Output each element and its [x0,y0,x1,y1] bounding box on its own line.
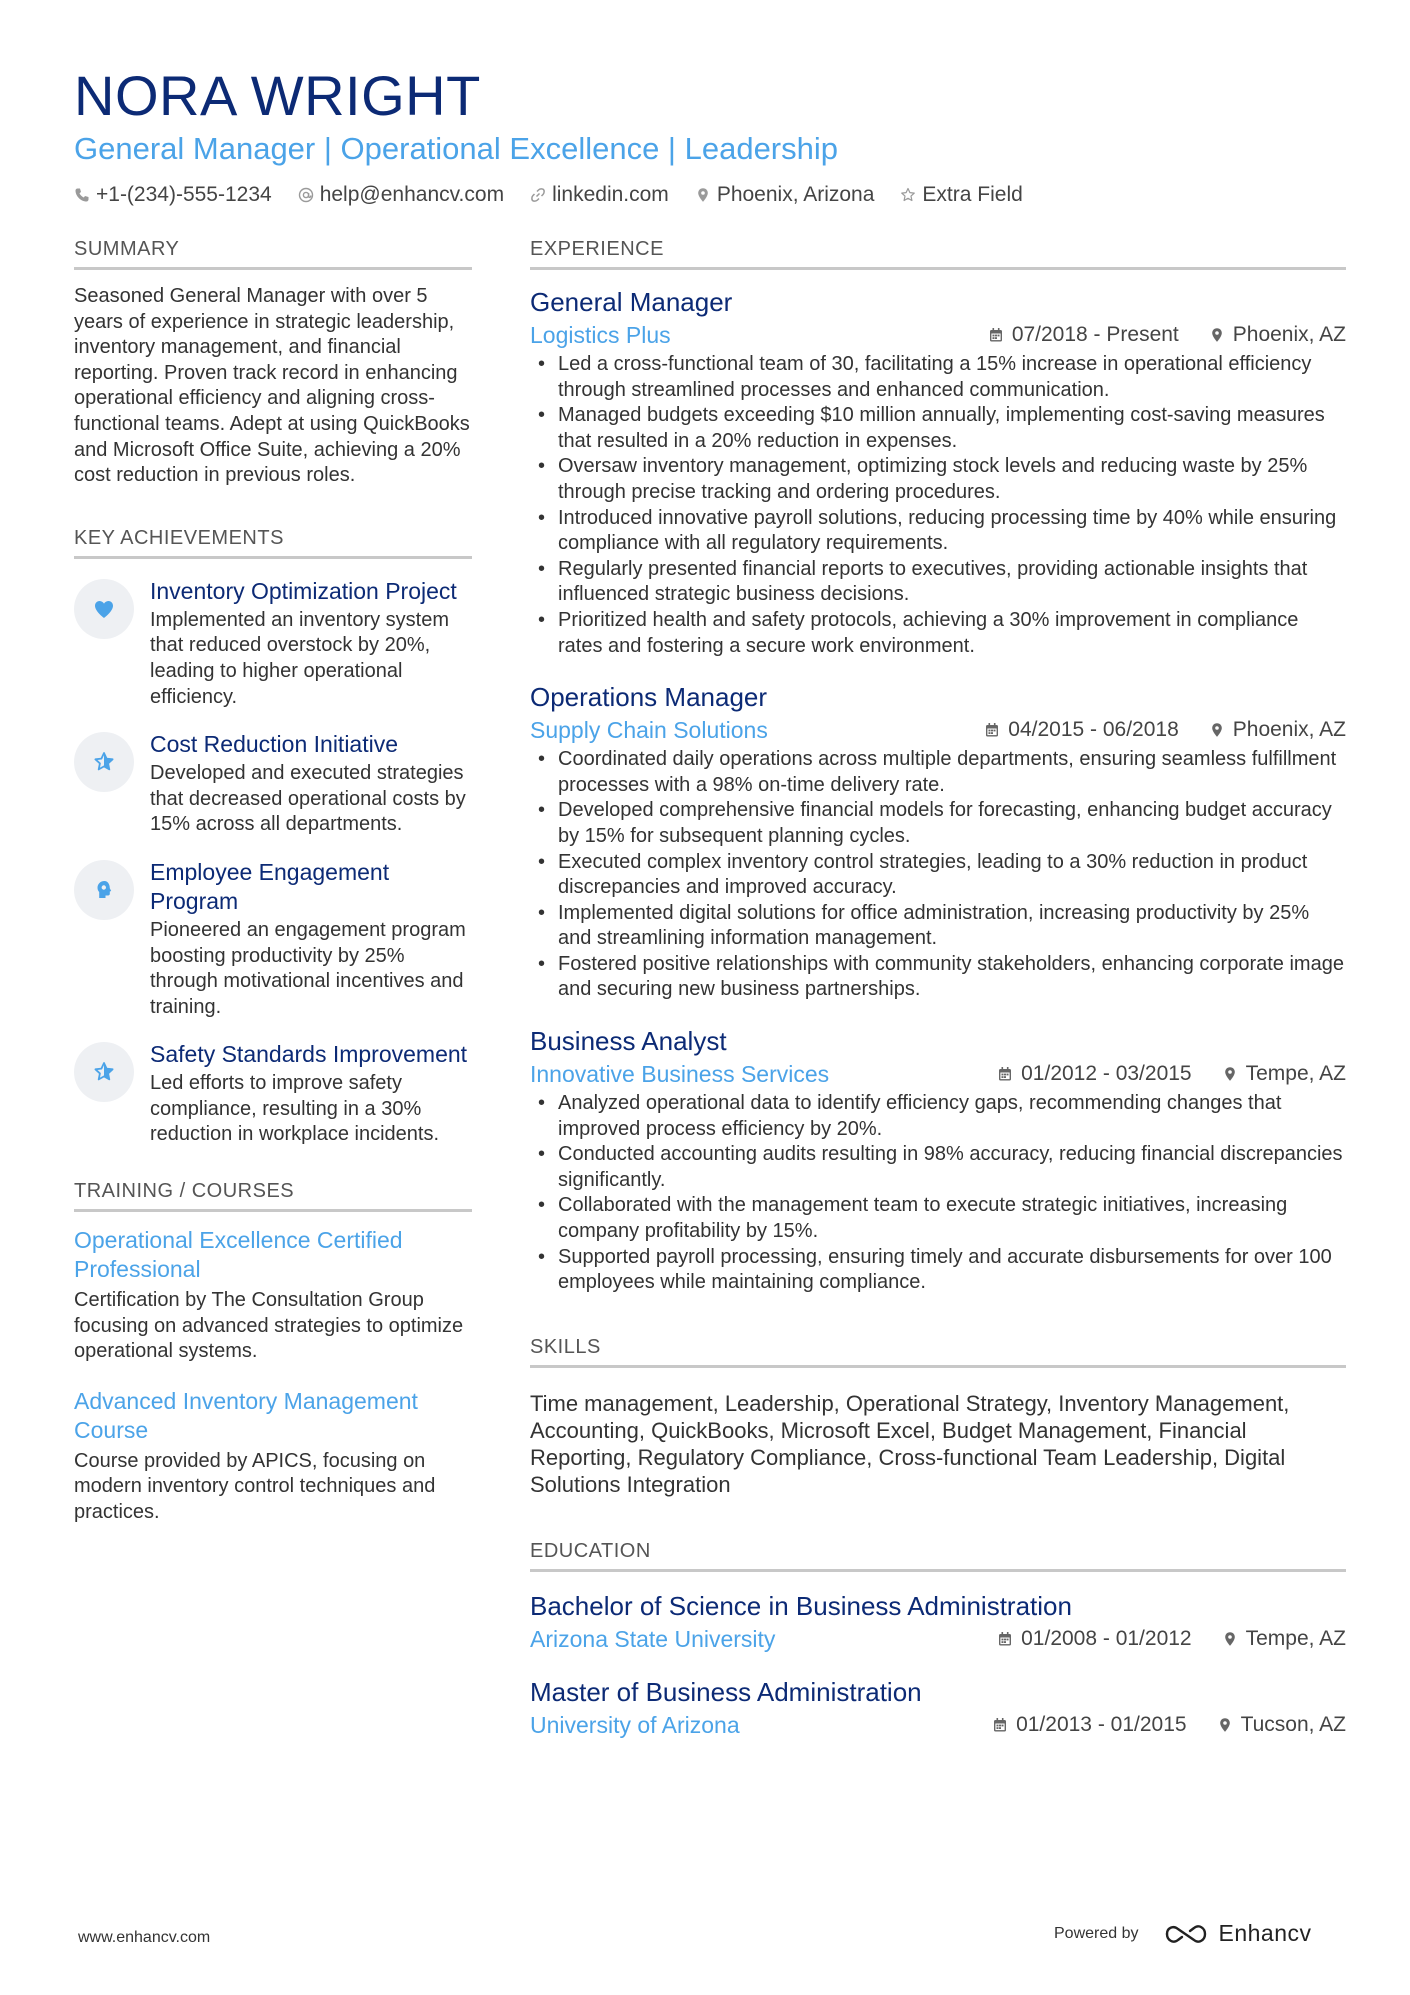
job-dates-text: 07/2018 - Present [1011,323,1179,346]
experience-heading: EXPERIENCE [530,238,1346,270]
candidate-headline: General Manager | Operational Excellence | Leadership [74,131,838,166]
link-icon [530,187,546,203]
contact-extra [900,182,1022,208]
achievements-section [74,527,472,1148]
job-bullet: • Regularly presented financial reports to executives, providing actionable insights that influenced strategic business decisions. [530,557,1346,608]
job-bullet: • Led a cross-functional team of 30, facilitating a 15% increase in operational efficiency through streamlined processes and enhanced communication. [530,352,1346,403]
job-bullet: • Implemented digital solutions for office administration, increasing productivity by 25% and streamlining information management. [530,901,1346,952]
job-title: Operations Manager [530,682,768,713]
achievement-title: Inventory Optimization Project [150,577,457,604]
education-meta [530,1624,1346,1654]
course-desc: Certification by The Consultation Group focusing on advanced strategies to optimize operational systems. [74,1289,464,1363]
job-entry [530,681,1346,1003]
education-meta-right [997,1624,1346,1654]
contact-email[interactable] [298,182,504,208]
job-title: Business Analyst [530,1026,727,1057]
job-location [1209,320,1346,350]
calendar-icon [997,1631,1013,1647]
job-bullet: • Analyzed operational data to identify efficiency gaps, recommending changes that improved process efficiency by 20%. [530,1091,1346,1142]
job-location-text: Tempe, AZ [1245,1062,1346,1086]
footer-powered-by [1054,1920,1312,1947]
education-location-text: Tempe, AZ [1245,1626,1346,1650]
education-section [530,1540,1346,1740]
job-bullet: • Managed budgets exceeding $10 million annually, implementing cost-saving measures that resulted in a 20% reduction in expenses. [530,403,1346,454]
education-entry [530,1590,1346,1654]
job-bullet: • Fostered positive relationships with community stakeholders, enhancing corporate image and securing new business partnerships. [530,952,1346,1003]
education-location [1217,1710,1346,1740]
education-location-text: Tucson, AZ [1240,1712,1346,1736]
achievement-item [74,1040,472,1148]
head-icon [92,878,116,902]
star-outline-icon [900,187,916,203]
achievement-title: Cost Reduction Initiative [150,731,399,758]
training-heading: TRAINING / COURSES [74,1180,472,1212]
map-pin-icon [695,187,711,203]
skills-text: Time management, Leadership, Operational Strategy, Inventory Management, Accounting, QuickBooks, Microsoft Excel, Budget Management, Financial Reporting, Regulatory Compliance, Cross-functional Team Leadership, Digital Solutions Integration [530,1390,1290,1497]
job-meta-right [984,715,1346,745]
job-bullet: • Developed comprehensive financial models for forecasting, enhancing budget accuracy by 15% for subsequent planning cycles. [530,798,1346,849]
powered-by-text: Powered by [1054,1924,1139,1942]
job-entry [530,286,1346,659]
achievements-heading: KEY ACHIEVEMENTS [74,527,472,559]
candidate-name: NORA WRIGHT [74,64,481,127]
course-item [74,1387,472,1526]
calendar-icon [988,327,1004,343]
education-degree: Master of Business Administration [530,1676,922,1707]
achievement-item [74,730,472,838]
education-dates [992,1710,1186,1740]
summary-text: Seasoned General Manager with over 5 years of experience in strategic leadership, inventory management, and financial reporting. Proven track record in enhancing operational efficiency and aligning cross-functional teams. Adept at using QuickBooks and Microsoft Office Suite, achieving a 20% cost reduction in previous roles. [74,285,470,487]
heart-icon [92,597,116,621]
job-bullet: • Executed complex inventory control strategies, leading to a 30% reduction in product discrepancies and improved accuracy. [530,850,1346,901]
education-location [1222,1624,1346,1654]
achievement-icon-circle [74,1042,134,1102]
education-dates [997,1624,1191,1654]
education-meta-right [992,1710,1346,1740]
achievement-desc: Implemented an inventory system that reduced overstock by 20%, leading to higher operational efficiency. [150,608,450,708]
job-entry [530,1025,1346,1296]
contact-phone-text: +1-(234)-555-1234 [96,183,272,206]
education-heading: EDUCATION [530,1540,1346,1572]
education-school: Arizona State University [530,1625,776,1652]
achievement-icon-circle [74,732,134,792]
resume-header [74,62,1344,208]
calendar-icon [992,1717,1008,1733]
job-meta-right [988,320,1346,350]
job-dates-text: 01/2012 - 03/2015 [1021,1062,1192,1086]
contact-bar [74,182,1344,208]
at-icon [298,187,314,203]
achievement-title: Safety Standards Improvement [150,1041,468,1068]
star-icon [92,750,116,774]
enhancv-logo-icon [1163,1921,1209,1947]
right-column [530,238,1346,1740]
achievement-desc: Led efforts to improve safety compliance, resulting in a 30% reduction in workplace incidents. [150,1072,440,1146]
job-bullet: • Conducted accounting audits resulting in 98% accuracy, reducing financial discrepancies significantly. [530,1142,1346,1193]
job-meta [530,1059,1346,1089]
job-company: Innovative Business Services [530,1061,830,1088]
map-pin-icon [1209,327,1225,343]
calendar-icon [997,1066,1013,1082]
contact-email-text: help@enhancv.com [319,183,505,206]
job-title: General Manager [530,287,733,317]
job-location-text: Phoenix, AZ [1232,718,1346,742]
contact-location [695,182,875,208]
job-meta [530,715,1346,745]
education-degree: Bachelor of Science in Business Administration [530,1590,1072,1621]
job-location-text: Phoenix, AZ [1232,323,1346,346]
job-bullet: • Supported payroll processing, ensuring timely and accurate disbursements for over 100 employees while maintaining compliance. [530,1245,1346,1296]
achievement-desc: Pioneered an engagement program boosting productivity by 25% through motivational incentives and training. [150,918,466,1018]
contact-extra-text: Extra Field [922,183,1023,206]
achievement-desc: Developed and executed strategies that decreased operational costs by 15% across all departments. [150,762,466,836]
summary-heading: SUMMARY [74,238,472,270]
job-bullet: • Collaborated with the management team to execute strategic initiatives, increasing company profitability by 15%. [530,1193,1346,1244]
achievements-list [74,577,472,1148]
job-bullet: • Coordinated daily operations across multiple departments, ensuring seamless fulfillment processes with a 98% on-time delivery rate. [530,747,1346,798]
job-dates [984,715,1178,745]
experience-section [530,238,1346,1296]
job-bullet: • Prioritized health and safety protocols, achieving a 30% improvement in compliance rates and fostering a secure work environment. [530,608,1346,659]
star-icon [92,1060,116,1084]
course-title: Operational Excellence Certified Professional [74,1227,403,1283]
map-pin-icon [1217,1717,1233,1733]
contact-linkedin[interactable] [530,182,669,208]
enhancv-logo[interactable] [1163,1920,1312,1947]
job-bullets [530,1091,1346,1296]
skills-section [530,1336,1346,1498]
calendar-icon [984,722,1000,738]
contact-phone[interactable] [74,182,272,208]
education-meta [530,1710,1346,1740]
job-bullets [530,352,1346,659]
education-school: University of Arizona [530,1711,740,1738]
job-dates-text: 04/2015 - 06/2018 [1008,718,1179,742]
job-bullet: • Introduced innovative payroll solutions, reducing processing time by 40% while ensuring compliance with all regulatory requirements. [530,506,1346,557]
left-column [74,238,472,1526]
training-section [74,1180,472,1526]
education-entry [530,1676,1346,1740]
contact-location-text: Phoenix, Arizona [716,183,875,206]
education-dates-text: 01/2013 - 01/2015 [1016,1712,1187,1736]
map-pin-icon [1209,722,1225,738]
map-pin-icon [1222,1066,1238,1082]
job-location [1222,1059,1346,1089]
summary-section [74,238,472,489]
achievement-icon-circle [74,860,134,920]
course-item [74,1226,472,1365]
job-bullets [530,747,1346,1003]
job-location [1209,715,1346,745]
education-dates-text: 01/2008 - 01/2012 [1021,1626,1192,1650]
course-desc: Course provided by APICS, focusing on modern inventory control techniques and practices. [74,1449,436,1524]
brand-name: Enhancv [1218,1920,1312,1946]
map-pin-icon [1222,1631,1238,1647]
job-bullet: • Oversaw inventory management, optimizing stock levels and reducing waste by 25% through precise tracking and ordering procedures. [530,454,1346,505]
job-meta-right [997,1059,1346,1089]
achievement-icon-circle [74,579,134,639]
skills-heading: SKILLS [530,1336,1346,1368]
achievement-item [74,577,472,710]
footer-website[interactable]: www.enhancv.com [78,1929,211,1946]
job-dates [997,1059,1191,1089]
achievement-item [74,858,472,1020]
course-title: Advanced Inventory Management Course [74,1387,418,1443]
job-company: Logistics Plus [530,322,671,348]
job-meta [530,320,1346,350]
phone-icon [74,187,90,203]
achievement-title: Employee Engagement Program [150,858,390,914]
job-company: Supply Chain Solutions [530,717,768,744]
job-dates [988,320,1179,350]
contact-linkedin-text: linkedin.com [552,183,669,206]
